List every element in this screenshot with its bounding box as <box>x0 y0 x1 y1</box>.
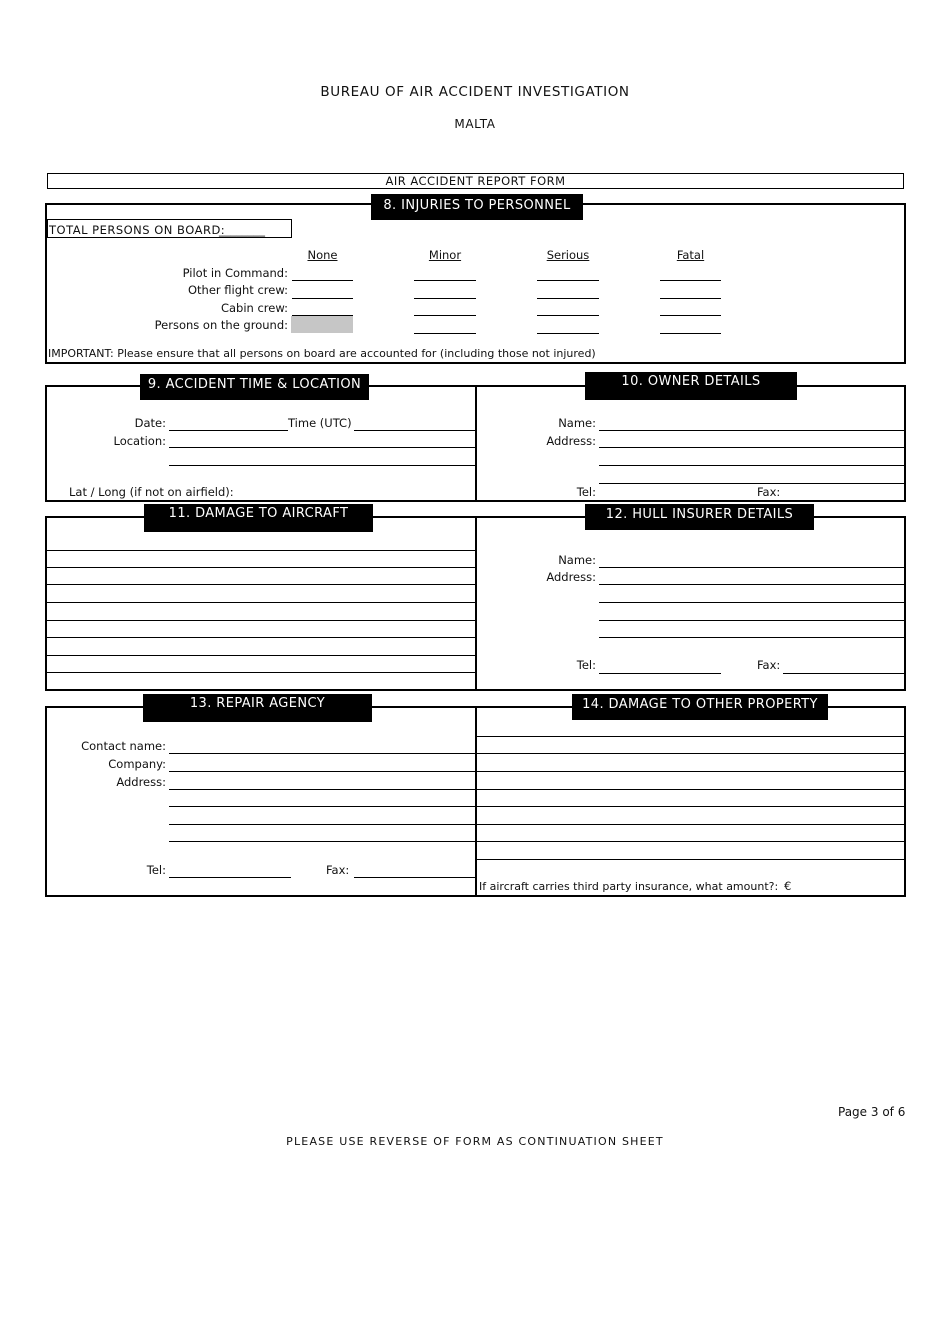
country-title: MALTA <box>454 117 496 131</box>
row-ground-label: Persons on the ground: <box>154 318 288 332</box>
s9-time-label: Time (UTC) <box>288 416 352 430</box>
form-title: AIR ACCIDENT REPORT FORM <box>385 174 566 188</box>
s10-address-field-2[interactable] <box>599 465 905 466</box>
total-persons-box[interactable] <box>47 219 292 238</box>
s9-time-field[interactable] <box>354 430 475 431</box>
s12-address-field-4[interactable] <box>599 637 905 638</box>
s9-date-field[interactable] <box>169 430 288 431</box>
damage-line-3[interactable] <box>47 584 475 585</box>
section-14-tab: 14. DAMAGE TO OTHER PROPERTY <box>572 694 828 720</box>
s12-address-label: Address: <box>546 570 596 584</box>
col-fatal: Fatal <box>676 248 705 262</box>
cabin-fatal-field[interactable] <box>660 315 721 316</box>
s13-contact-field[interactable] <box>169 753 475 754</box>
s13-address-field-3[interactable] <box>169 824 475 825</box>
damage-line-1[interactable] <box>47 550 475 551</box>
bureau-title: BUREAU OF AIR ACCIDENT INVESTIGATION <box>320 84 630 100</box>
euro-symbol: € <box>784 879 792 893</box>
col-minor: Minor <box>428 248 462 262</box>
section-9-tab: 9. ACCIDENT TIME & LOCATION <box>140 374 369 400</box>
damage-line-5[interactable] <box>47 620 475 621</box>
section-11-12-divider <box>475 516 477 691</box>
s13-address-field-4[interactable] <box>169 841 475 842</box>
ground-minor-field[interactable] <box>414 333 476 334</box>
page-number: Page 3 of 6 <box>838 1105 906 1119</box>
row-pilot-label: Pilot in Command: <box>182 266 288 280</box>
crew-fatal-field[interactable] <box>660 298 721 299</box>
form-title-box <box>47 173 904 189</box>
ground-serious-field[interactable] <box>537 333 599 334</box>
continuation-note: PLEASE USE REVERSE OF FORM AS CONTINUATION SHEET <box>286 1135 664 1148</box>
s12-address-field-3[interactable] <box>599 620 905 621</box>
s9-date-label: Date: <box>134 416 166 430</box>
s13-contact-label: Contact name: <box>81 739 166 753</box>
s12-fax-field[interactable] <box>783 673 905 674</box>
important-note: IMPORTANT: Please ensure that all persons on board are accounted for (including those not injured) <box>48 347 596 360</box>
property-line-4[interactable] <box>477 789 905 790</box>
s13-fax-label: Fax: <box>326 863 350 877</box>
damage-line-6[interactable] <box>47 637 475 638</box>
row-flight-crew-label: Other flight crew: <box>187 283 288 297</box>
col-serious: Serious <box>546 248 590 262</box>
s13-tel-label: Tel: <box>146 863 166 877</box>
property-line-8[interactable] <box>477 859 905 860</box>
cabin-serious-field[interactable] <box>537 315 599 316</box>
s9-latlong-label: Lat / Long (if not on airfield): <box>69 485 234 499</box>
s10-address-field-3[interactable] <box>599 483 905 484</box>
damage-line-7[interactable] <box>47 655 475 656</box>
ground-none-disabled <box>291 316 353 333</box>
s9-location-field-2[interactable] <box>169 465 475 466</box>
pilot-minor-field[interactable] <box>414 280 476 281</box>
damage-line-8[interactable] <box>47 672 475 673</box>
s10-address-label: Address: <box>546 434 596 448</box>
total-persons-label: TOTAL PERSONS ON BOARD: <box>49 223 226 237</box>
s12-name-field[interactable] <box>599 567 905 568</box>
property-line-3[interactable] <box>477 771 905 772</box>
s12-address-field[interactable] <box>599 584 905 585</box>
s9-location-field[interactable] <box>169 447 475 448</box>
s10-name-field[interactable] <box>599 430 905 431</box>
pilot-fatal-field[interactable] <box>660 280 721 281</box>
s13-company-field[interactable] <box>169 771 475 772</box>
s13-address-field[interactable] <box>169 789 475 790</box>
section-11-tab: 11. DAMAGE TO AIRCRAFT <box>144 504 373 532</box>
s13-company-label: Company: <box>108 757 166 771</box>
damage-line-2[interactable] <box>47 567 475 568</box>
s10-address-field[interactable] <box>599 447 905 448</box>
crew-minor-field[interactable] <box>414 298 476 299</box>
section-13-14-divider <box>475 706 477 897</box>
crew-serious-field[interactable] <box>537 298 599 299</box>
s10-fax-label: Fax: <box>757 485 781 499</box>
s10-tel-label: Tel: <box>576 485 596 499</box>
insurance-question: If aircraft carries third party insurance, what amount?: <box>479 880 779 893</box>
crew-none-field[interactable] <box>292 298 353 299</box>
s10-name-label: Name: <box>558 416 596 430</box>
damage-line-4[interactable] <box>47 602 475 603</box>
property-line-7[interactable] <box>477 841 905 842</box>
section-13-tab: 13. REPAIR AGENCY <box>143 694 372 722</box>
s13-address-label: Address: <box>116 775 166 789</box>
col-none: None <box>307 248 338 262</box>
property-line-5[interactable] <box>477 806 905 807</box>
section-9-10-divider <box>475 385 477 502</box>
property-line-6[interactable] <box>477 824 905 825</box>
pilot-serious-field[interactable] <box>537 280 599 281</box>
s13-fax-field[interactable] <box>354 877 475 878</box>
s9-location-label: Location: <box>113 434 166 448</box>
s12-tel-label: Tel: <box>576 658 596 672</box>
row-cabin-crew-label: Cabin crew: <box>220 301 288 315</box>
s12-address-field-2[interactable] <box>599 602 905 603</box>
s12-name-label: Name: <box>558 553 596 567</box>
s12-fax-label: Fax: <box>757 658 781 672</box>
property-line-2[interactable] <box>477 753 905 754</box>
s13-address-field-2[interactable] <box>169 806 475 807</box>
total-persons-blank: ________ <box>219 223 265 237</box>
s13-tel-field[interactable] <box>169 877 291 878</box>
section-12-tab: 12. HULL INSURER DETAILS <box>585 504 814 530</box>
pilot-none-field[interactable] <box>292 280 353 281</box>
section-8-tab: 8. INJURIES TO PERSONNEL <box>371 194 583 220</box>
s12-tel-field[interactable] <box>599 673 721 674</box>
ground-fatal-field[interactable] <box>660 333 721 334</box>
cabin-minor-field[interactable] <box>414 315 476 316</box>
section-10-tab: 10. OWNER DETAILS <box>585 372 797 400</box>
property-line-1[interactable] <box>477 736 905 737</box>
